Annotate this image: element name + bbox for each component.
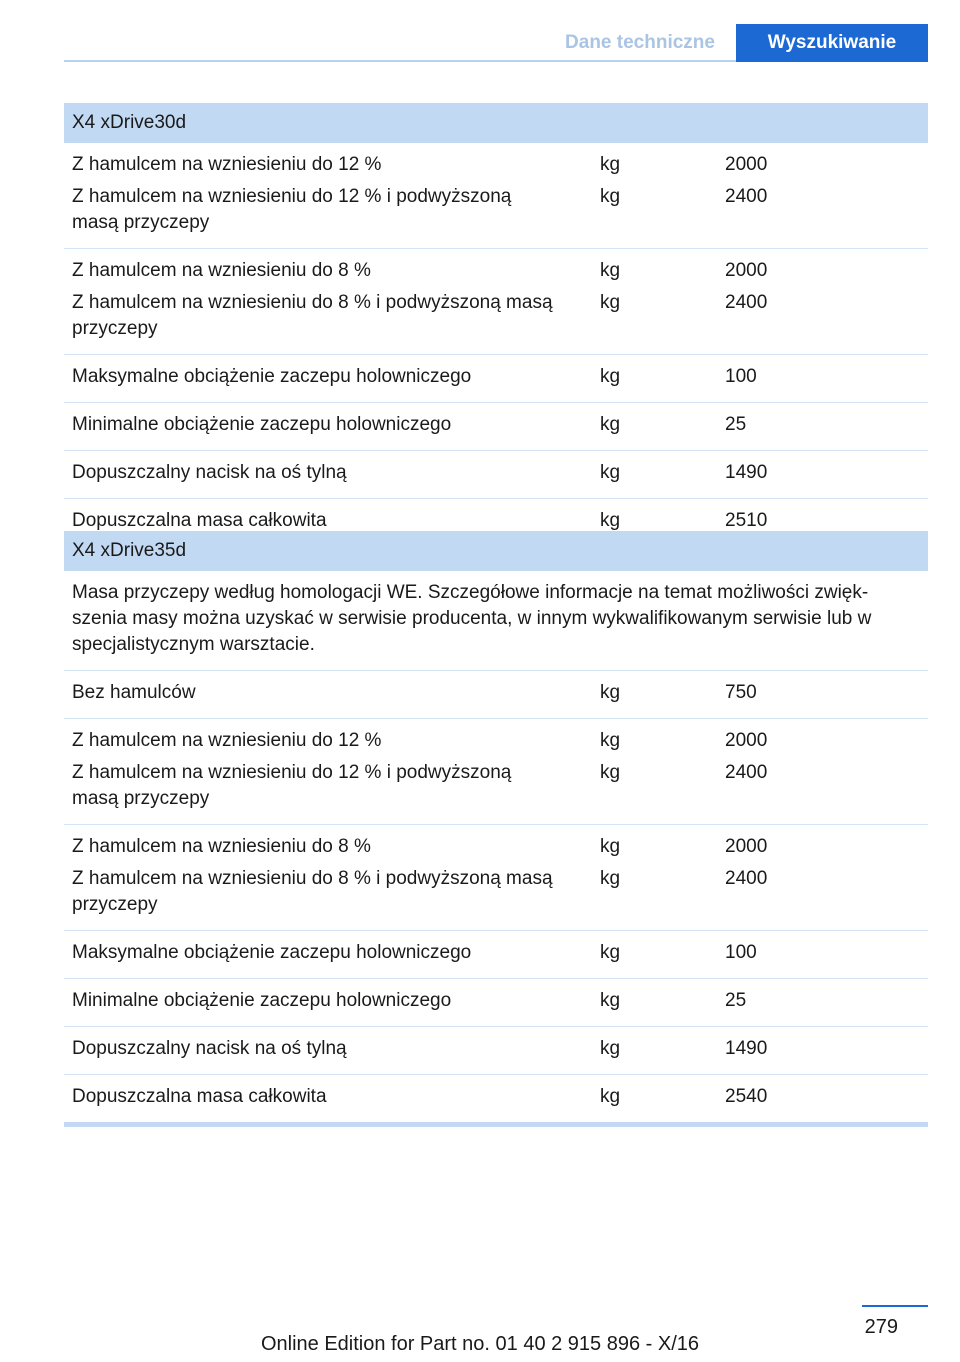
row-value: 2510 (725, 510, 768, 531)
table-title: X4 xDrive35d (64, 531, 928, 571)
row-label: Maksymalne obciążenie zaczepu holowniczego (72, 366, 472, 387)
row-value: 25 (725, 414, 747, 435)
row-unit: kg (600, 730, 621, 751)
row-unit: kg (600, 868, 621, 889)
row-value: 2400 (725, 186, 768, 207)
row-unit: kg (600, 990, 621, 1011)
row-unit: kg (600, 154, 621, 175)
row-unit: kg (600, 414, 621, 435)
table-note: Masa przyczepy według homologacji WE. Szczegółowe informacje na temat możliwości zwięk- szenia masy można uzyskać w serwisie producenta, w innym wykwalifikowanym serwisie lub w specjalistycznym warsztacie. (72, 582, 872, 655)
table-row-group (64, 979, 928, 1027)
table-body (64, 143, 928, 551)
row-unit: kg (600, 682, 621, 703)
row-label: Maksymalne obciążenie zaczepu holowniczego (72, 942, 472, 963)
table-row-group (64, 1075, 928, 1127)
row-label: Z hamulcem na wzniesieniu do 12 % (72, 154, 382, 175)
table-row (64, 760, 928, 812)
table-row-group (64, 143, 928, 249)
row-value: 2000 (725, 154, 768, 175)
table-row-group (64, 403, 928, 451)
table-row-group (64, 825, 928, 931)
table-row (64, 290, 928, 342)
row-value: 1490 (725, 462, 768, 483)
row-label: Minimalne obciążenie zaczepu holowniczego (72, 990, 452, 1011)
table-title: X4 xDrive30d (64, 103, 928, 143)
table-row (64, 940, 928, 966)
row-unit: kg (600, 186, 621, 207)
table-row (64, 834, 928, 860)
page-number-rule (862, 1305, 928, 1307)
row-label: Z hamulcem na wzniesieniu do 8 % i podwyższoną masą przyczepy (72, 292, 553, 339)
row-value: 1490 (725, 1038, 768, 1059)
table-row-group (64, 355, 928, 403)
row-label: Z hamulcem na wzniesieniu do 8 % (72, 836, 371, 857)
row-unit: kg (600, 1086, 621, 1107)
row-unit: kg (600, 366, 621, 387)
row-value: 2000 (725, 836, 768, 857)
row-value: 2000 (725, 730, 768, 751)
row-unit: kg (600, 1038, 621, 1059)
row-label: Z hamulcem na wzniesieniu do 12 % i podwyższoną masą przyczepy (72, 762, 512, 809)
table-row (64, 364, 928, 390)
row-label: Minimalne obciążenie zaczepu holowniczego (72, 414, 452, 435)
table-row (64, 258, 928, 284)
table-row (64, 988, 928, 1014)
row-label: Z hamulcem na wzniesieniu do 8 % i podwyższoną masą przyczepy (72, 868, 553, 915)
row-value: 25 (725, 990, 747, 1011)
table-row (64, 412, 928, 438)
row-value: 2400 (725, 762, 768, 783)
row-value: 2540 (725, 1086, 768, 1107)
row-label: Z hamulcem na wzniesieniu do 12 % i podwyższoną masą przyczepy (72, 186, 512, 233)
row-unit: kg (600, 462, 621, 483)
table-row (64, 460, 928, 486)
table-row (64, 1036, 928, 1062)
table-row (64, 866, 928, 918)
row-label: Bez hamulców (72, 682, 196, 703)
row-unit: kg (600, 942, 621, 963)
table-body (64, 671, 928, 1127)
row-unit: kg (600, 762, 621, 783)
table-row-group (64, 451, 928, 499)
table-row (64, 680, 928, 706)
row-label: Dopuszczalny nacisk na oś tylną (72, 1038, 347, 1059)
table-row (64, 728, 928, 754)
row-unit: kg (600, 510, 621, 531)
row-label: Z hamulcem na wzniesieniu do 8 % (72, 260, 371, 281)
row-label: Dopuszczalna masa całkowita (72, 510, 327, 531)
row-value: 100 (725, 366, 757, 387)
row-label: Dopuszczalny nacisk na oś tylną (72, 462, 347, 483)
section-tab[interactable]: Dane techniczne (565, 32, 715, 53)
row-value: 750 (725, 682, 757, 703)
row-unit: kg (600, 292, 621, 313)
spec-table-xdrive30d (64, 103, 928, 551)
table-row (64, 184, 928, 236)
table-row (64, 1084, 928, 1110)
row-value: 100 (725, 942, 757, 963)
row-value: 2400 (725, 868, 768, 889)
active-tab[interactable]: Wyszukiwanie (736, 24, 928, 62)
page-number: 279 (864, 1316, 898, 1338)
row-value: 2000 (725, 260, 768, 281)
row-unit: kg (600, 260, 621, 281)
table-row-group (64, 249, 928, 355)
spec-table-xdrive35d (64, 531, 928, 1127)
edition-footer: Online Edition for Part no. 01 40 2 915 896 - X/16 (260, 1333, 700, 1355)
row-unit: kg (600, 836, 621, 857)
table-row-group (64, 719, 928, 825)
table-row-group (64, 671, 928, 719)
table-note-group (64, 571, 928, 671)
row-label: Z hamulcem na wzniesieniu do 12 % (72, 730, 382, 751)
table-row (64, 152, 928, 178)
table-row-group (64, 931, 928, 979)
row-value: 2400 (725, 292, 768, 313)
row-label: Dopuszczalna masa całkowita (72, 1086, 327, 1107)
table-row-group (64, 1027, 928, 1075)
